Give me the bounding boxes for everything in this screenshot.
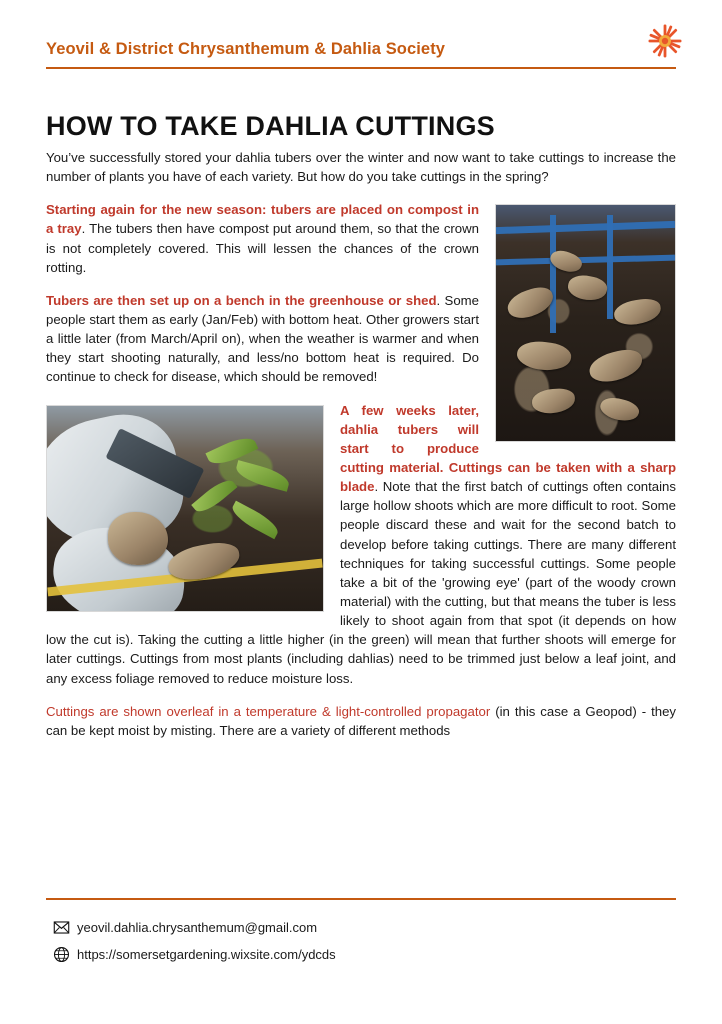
document-body: [46, 148, 676, 754]
footer-email-text[interactable]: yeovil.dahlia.chrysanthemum@gmail.com: [77, 919, 318, 935]
document-footer: [52, 918, 682, 972]
page-title: HOW TO TAKE DAHLIA CUTTINGS: [46, 111, 495, 142]
footer-email-row[interactable]: [52, 918, 682, 936]
intro-paragraph: You’ve successfully stored your dahlia tubers over the winter and now want to take cuttings to increase the number of plants you have of each variety. But how do you take cuttings in the spring?: [46, 150, 676, 185]
paragraph-bench-setup-rest: . Some people start them as early (Jan/Feb) with bottom heat. Other growers start a little later (from March/April on), when the weather is warmer and when they start shooting naturally, and less/no bottom heat is required. Do continue to check for disease, which should be removed!: [46, 292, 479, 385]
footer-divider: [46, 898, 676, 900]
globe-icon: [52, 945, 70, 963]
society-name: Yeovil & District Chrysanthemum & Dahlia Society: [46, 40, 446, 58]
sunflower-logo-icon: [648, 24, 682, 58]
paragraph-cutting-material-rest: . Note that the first batch of cuttings often contains large hollow shoots which are more difficult to root. Some people discard these and wait for the second batch to develop before taking cuttings. There are many different techniques for taking successful cuttings. Some people take a bit of the 'growing eye' (part of the woody crown material) with the cutting, but that means the tuber is less likely to shoot again from that spot (it depends on how low the cut is). Taking the cutting a little higher (in the green) will mean that further shoots will emerge for later cuttings. Cuttings from most plants (including dahlias) need to be trimmed just below a leaf joint, and any excess foliage removed to reduce moisture loss.: [46, 479, 676, 686]
paragraph-bench-setup-lead: Tubers are then set up on a bench in the greenhouse or shed: [46, 292, 437, 308]
paragraph-propagator-rest: (in this case a Geopod) - they can be kept moist by misting. There are a variety of different methods: [46, 703, 677, 738]
footer-website-row[interactable]: [52, 945, 682, 963]
document-header: [46, 40, 676, 69]
envelope-icon: [52, 918, 70, 936]
paragraph-cutting-material-lead: A few weeks later, dahlia tubers will start to produce cutting material. Cuttings can be taken with a sharp blade: [340, 402, 676, 495]
paragraph-propagator-lead: Cuttings are shown overleaf in a temperature & light-controlled propagator: [46, 703, 491, 719]
dahlia-tubers-in-tray-photo: [495, 204, 676, 442]
taking-dahlia-cutting-with-blade-photo: [46, 405, 324, 612]
paragraph-propagator: [46, 702, 676, 740]
footer-website-text[interactable]: https://somersetgardening.wixsite.com/ydcds: [77, 946, 336, 962]
header-divider: [46, 67, 676, 69]
paragraph-starting-again-lead: Starting again for the new season: tubers are placed on compost in a tray: [46, 202, 479, 237]
paragraph-starting-again-rest: . The tubers then have compost put around them, so that the crown is not completely covered. This will lessen the chances of the crown rotting.: [46, 221, 479, 275]
